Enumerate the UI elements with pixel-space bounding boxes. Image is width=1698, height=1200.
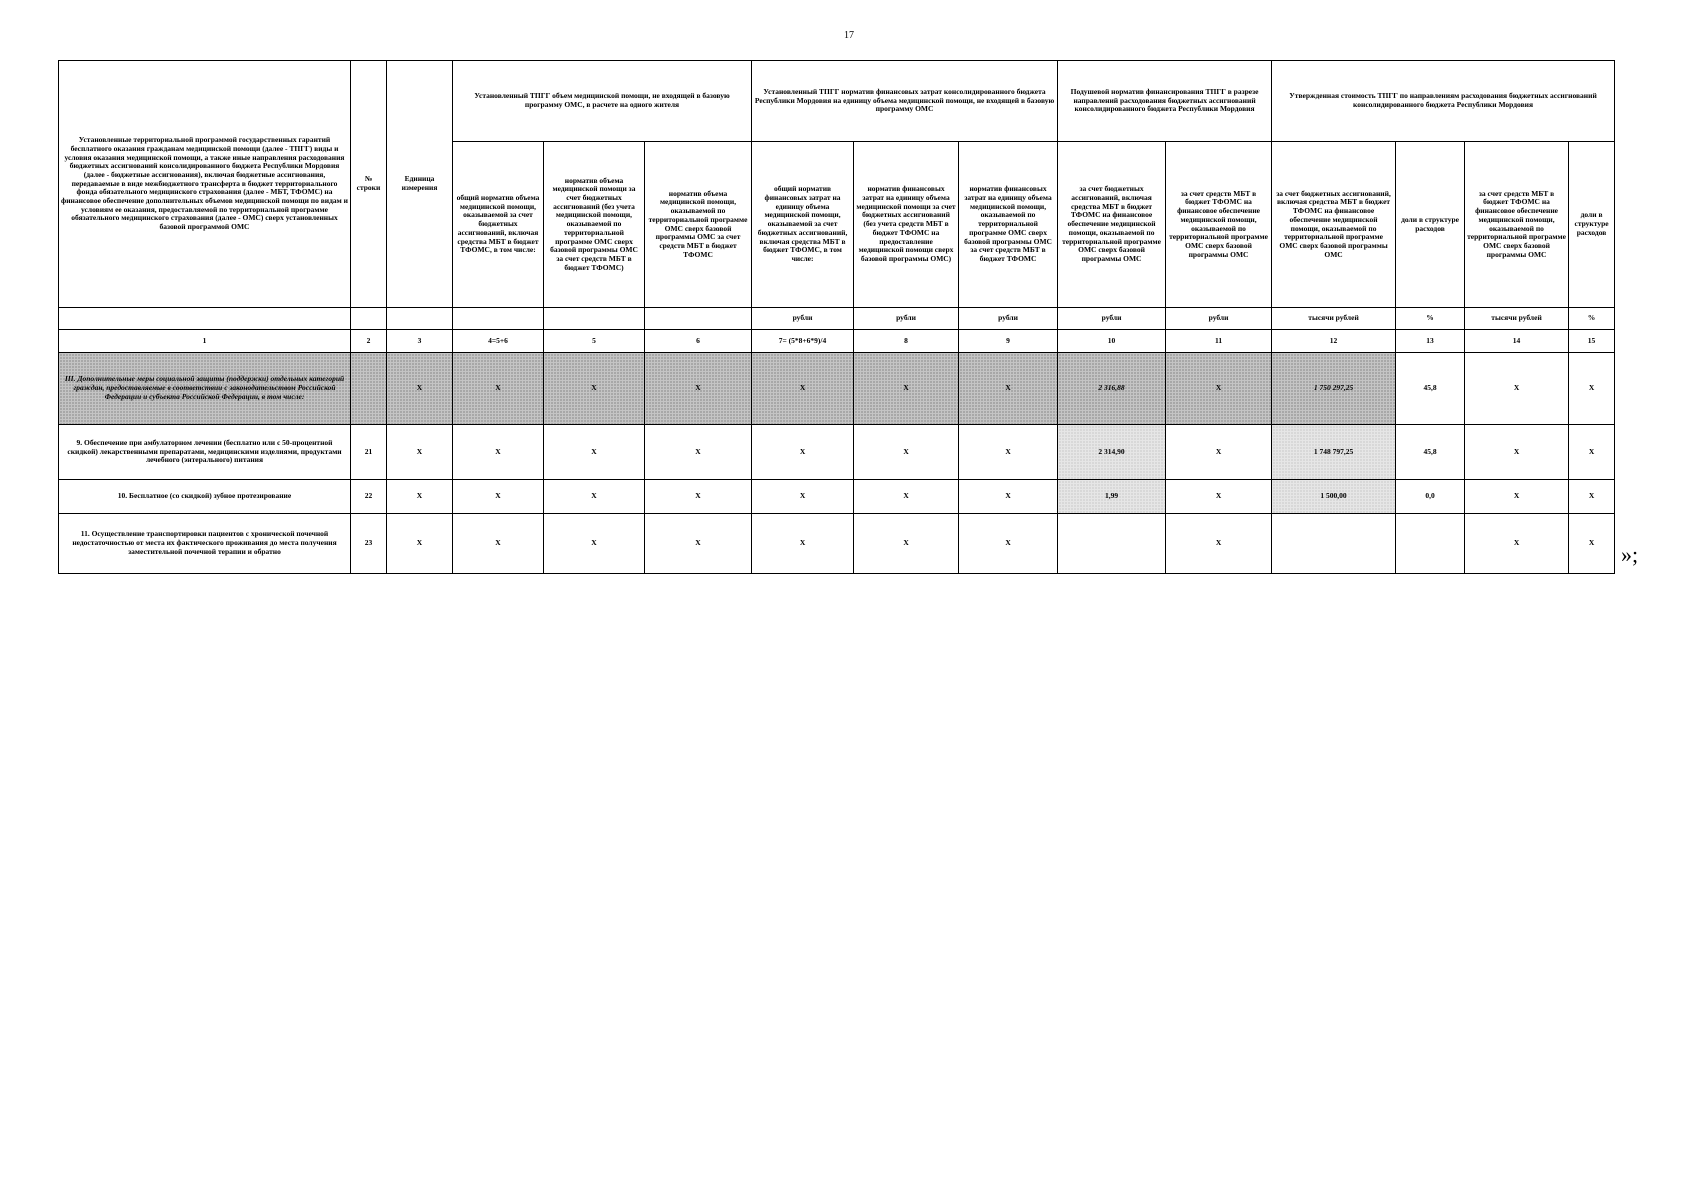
- cell-col10: 1,99: [1058, 480, 1166, 514]
- column-number: 6: [645, 330, 752, 353]
- subheader-cell: норматив финансовых затрат на единицу объема медицинской помощи, оказываемой по территориальной программе ОМС сверх базовой программы ОМС за счет средств МБТ в бюджет ТФОМС: [959, 142, 1058, 308]
- unit-cell: [645, 308, 752, 330]
- cell-col8: X: [854, 425, 959, 480]
- cell-col6: X: [645, 353, 752, 425]
- subheader-cell: норматив финансовых затрат на единицу объема медицинской помощи за счет бюджетных ассигнований (без учета средств МБТ в бюджет ТФОМС на предоставление медицинской помощи сверх базовой программы ОМС): [854, 142, 959, 308]
- table-row: [59, 480, 1615, 514]
- cell-col12: 1 750 297,25: [1272, 353, 1396, 425]
- unit-cell: рубли: [959, 308, 1058, 330]
- header-group-approved: Утвержденная стоимость ТПГГ по направлениям расходования бюджетных ассигнований консолидированного бюджета Республики Мордовия: [1272, 61, 1615, 142]
- header-row-number: № строки: [351, 61, 387, 308]
- cell-col9: X: [959, 514, 1058, 574]
- cell-col4: X: [453, 353, 544, 425]
- header-kinds-of-care: Установленные территориальной программой государственных гарантий бесплатного оказания гражданам медицинской помощи (далее - ТПГГ) виды и условия оказания медицинской помощи, а также иные направления расходования бюджетных ассигнований консолидированного бюджета Республики Мордовия (далее - бюджетные ассигнования), включая бюджетные ассигнования, передаваемые в виде межбюджетного трансферта в бюджет территориального фонда обязательного медицинского страхования (далее - МБТ, ТФОМС) на финансовое обеспечение дополнительных объемов медицинской помощи по видам и условиям ее оказания, предоставляемой по территориальной программе обязательного медицинского страхования (далее - ОМС) сверх установленных базовой программой ОМС: [59, 61, 351, 308]
- cell-col12: 1 748 797,25: [1272, 425, 1396, 480]
- unit-cell: рубли: [1058, 308, 1166, 330]
- column-number: 10: [1058, 330, 1166, 353]
- column-number: 8: [854, 330, 959, 353]
- column-number: 2: [351, 330, 387, 353]
- row-number: 22: [351, 480, 387, 514]
- column-number: 7= (5*8+6*9)/4: [752, 330, 854, 353]
- column-number: 9: [959, 330, 1058, 353]
- subheader-cell: за счет средств МБТ в бюджет ТФОМС на финансовое обеспечение медицинской помощи, оказываемой по территориальной программе ОМС сверх базовой программы ОМС: [1166, 142, 1272, 308]
- row-number: 21: [351, 425, 387, 480]
- cell-col7: X: [752, 353, 854, 425]
- column-number: 12: [1272, 330, 1396, 353]
- cell-col8: X: [854, 480, 959, 514]
- table-row: [59, 514, 1615, 574]
- subheader-cell: за счет средств МБТ в бюджет ТФОМС на финансовое обеспечение медицинской помощи, оказываемой по территориальной программе ОМС сверх базовой программы ОМС: [1465, 142, 1569, 308]
- cell-col5: X: [544, 353, 645, 425]
- cell-col6: X: [645, 425, 752, 480]
- column-number: 15: [1569, 330, 1615, 353]
- row-number: 23: [351, 514, 387, 574]
- cell-col6: X: [645, 480, 752, 514]
- unit-cell: рубли: [854, 308, 959, 330]
- cell-col12: 1 500,00: [1272, 480, 1396, 514]
- subheader-cell: доли в структуре расходов: [1396, 142, 1465, 308]
- cell-col10: 2 316,88: [1058, 353, 1166, 425]
- financing-table: [58, 60, 1615, 574]
- unit-cell: [544, 308, 645, 330]
- cell-col13: 45,8: [1396, 353, 1465, 425]
- header-group-cost: Установленный ТПГГ норматив финансовых затрат консолидированного бюджета Республики Мордовия на единицу объема медицинской помощи, не входящей в базовую программу ОМС: [752, 61, 1058, 142]
- cell-col7: X: [752, 425, 854, 480]
- header-unit: Единица измерения: [387, 61, 453, 308]
- table-row-section-iii: [59, 353, 1615, 425]
- page-number: 17: [844, 30, 854, 41]
- cell-col10: [1058, 514, 1166, 574]
- units-row: [59, 308, 1615, 330]
- closing-quote-mark: »;: [1621, 542, 1639, 567]
- cell-col14: X: [1465, 480, 1569, 514]
- subheader-cell: норматив объема медицинской помощи за счет бюджетных ассигнований (без учета медицинской помощи, оказываемой по территориальной программе ОМС сверх базовой программы ОМС за счет средств МБТ в бюджет ТФОМС): [544, 142, 645, 308]
- cell-col5: X: [544, 425, 645, 480]
- subheader-cell: общий норматив финансовых затрат на единицу объема медицинской помощи, оказываемой за счет бюджетных ассигнований, включая средства МБТ в бюджет ТФОМС, в том числе:: [752, 142, 854, 308]
- cell-col6: X: [645, 514, 752, 574]
- cell-col10: 2 314,90: [1058, 425, 1166, 480]
- cell-col8: X: [854, 353, 959, 425]
- cell-col11: X: [1166, 425, 1272, 480]
- column-number: 11: [1166, 330, 1272, 353]
- header-group-volume: Установленный ТПГГ объем медицинской помощи, не входящей в базовую программу ОМС, в расчете на одного жителя: [453, 61, 752, 142]
- row-name: III. Дополнительные меры социальной защиты (поддержки) отдельных категорий граждан, предоставляемые в соответствии с законодательством Российской Федерации и субъекта Российской Федерации, в том числе:: [59, 353, 351, 425]
- cell-col7: X: [752, 480, 854, 514]
- header-row-top: [59, 61, 1615, 142]
- column-number: 3: [387, 330, 453, 353]
- cell-col13: [1396, 514, 1465, 574]
- unit-cell: тысячи рублей: [1465, 308, 1569, 330]
- cell-col11: X: [1166, 514, 1272, 574]
- cell-col3: X: [387, 480, 453, 514]
- unit-cell: [351, 308, 387, 330]
- unit-cell: [453, 308, 544, 330]
- cell-col5: X: [544, 480, 645, 514]
- unit-cell: [387, 308, 453, 330]
- column-number: 13: [1396, 330, 1465, 353]
- unit-cell: [59, 308, 351, 330]
- cell-col4: X: [453, 514, 544, 574]
- table-row: [59, 425, 1615, 480]
- unit-cell: %: [1396, 308, 1465, 330]
- cell-col14: X: [1465, 514, 1569, 574]
- header-group-percapita: Подушевой норматив финансирования ТПГГ в разрезе направлений расходования бюджетных ассигнований консолидированного бюджета Республики Мордовия: [1058, 61, 1272, 142]
- cell-col3: X: [387, 353, 453, 425]
- column-number: 4=5+6: [453, 330, 544, 353]
- cell-col14: X: [1465, 425, 1569, 480]
- cell-col11: X: [1166, 353, 1272, 425]
- cell-col9: X: [959, 425, 1058, 480]
- cell-col5: X: [544, 514, 645, 574]
- cell-col11: X: [1166, 480, 1272, 514]
- row-name: 10. Бесплатное (со скидкой) зубное протезирование: [59, 480, 351, 514]
- subheader-cell: доли в структуре расходов: [1569, 142, 1615, 308]
- subheader-cell: общий норматив объема медицинской помощи, оказываемой за счет бюджетных ассигнований, включая средства МБТ в бюджет ТФОМС, в том числе:: [453, 142, 544, 308]
- subheader-cell: за счет бюджетных ассигнований, включая средства МБТ в бюджет ТФОМС на финансовое обеспечение медицинской помощи, оказываемой по территориальной программе ОМС сверх базовой программы ОМС: [1058, 142, 1166, 308]
- cell-col4: X: [453, 425, 544, 480]
- column-numbers-row: [59, 330, 1615, 353]
- column-number: 5: [544, 330, 645, 353]
- unit-cell: %: [1569, 308, 1615, 330]
- column-number: 1: [59, 330, 351, 353]
- unit-cell: рубли: [752, 308, 854, 330]
- cell-col15: X: [1569, 480, 1615, 514]
- cell-col15: X: [1569, 514, 1615, 574]
- cell-col9: X: [959, 353, 1058, 425]
- cell-col7: X: [752, 514, 854, 574]
- cell-col4: X: [453, 480, 544, 514]
- cell-col9: X: [959, 480, 1058, 514]
- cell-col8: X: [854, 514, 959, 574]
- row-number: [351, 353, 387, 425]
- subheader-cell: за счет бюджетных ассигнований, включая средства МБТ в бюджет ТФОМС на финансовое обеспечение медицинской помощи, оказываемой по территориальной программе ОМС сверх базовой программы ОМС: [1272, 142, 1396, 308]
- cell-col3: X: [387, 514, 453, 574]
- cell-col15: X: [1569, 425, 1615, 480]
- row-name: 9. Обеспечение при амбулаторном лечении (бесплатно или с 50-процентной скидкой) лекарственными препаратами, медицинскими изделиями, продуктами лечебного (энтерального) питания: [59, 425, 351, 480]
- column-number: 14: [1465, 330, 1569, 353]
- cell-col13: 45,8: [1396, 425, 1465, 480]
- unit-cell: тысячи рублей: [1272, 308, 1396, 330]
- cell-col12: [1272, 514, 1396, 574]
- cell-col14: X: [1465, 353, 1569, 425]
- cell-col3: X: [387, 425, 453, 480]
- cell-col15: X: [1569, 353, 1615, 425]
- subheader-cell: норматив объема медицинской помощи, оказываемой по территориальной программе ОМС сверх базовой программы ОМС за счет средств МБТ в бюджет ТФОМС: [645, 142, 752, 308]
- row-name: 11. Осуществление транспортировки пациентов с хронической почечной недостаточностью от места их фактического проживания до места получения заместительной почечной терапии и обратно: [59, 514, 351, 574]
- unit-cell: рубли: [1166, 308, 1272, 330]
- cell-col13: 0,0: [1396, 480, 1465, 514]
